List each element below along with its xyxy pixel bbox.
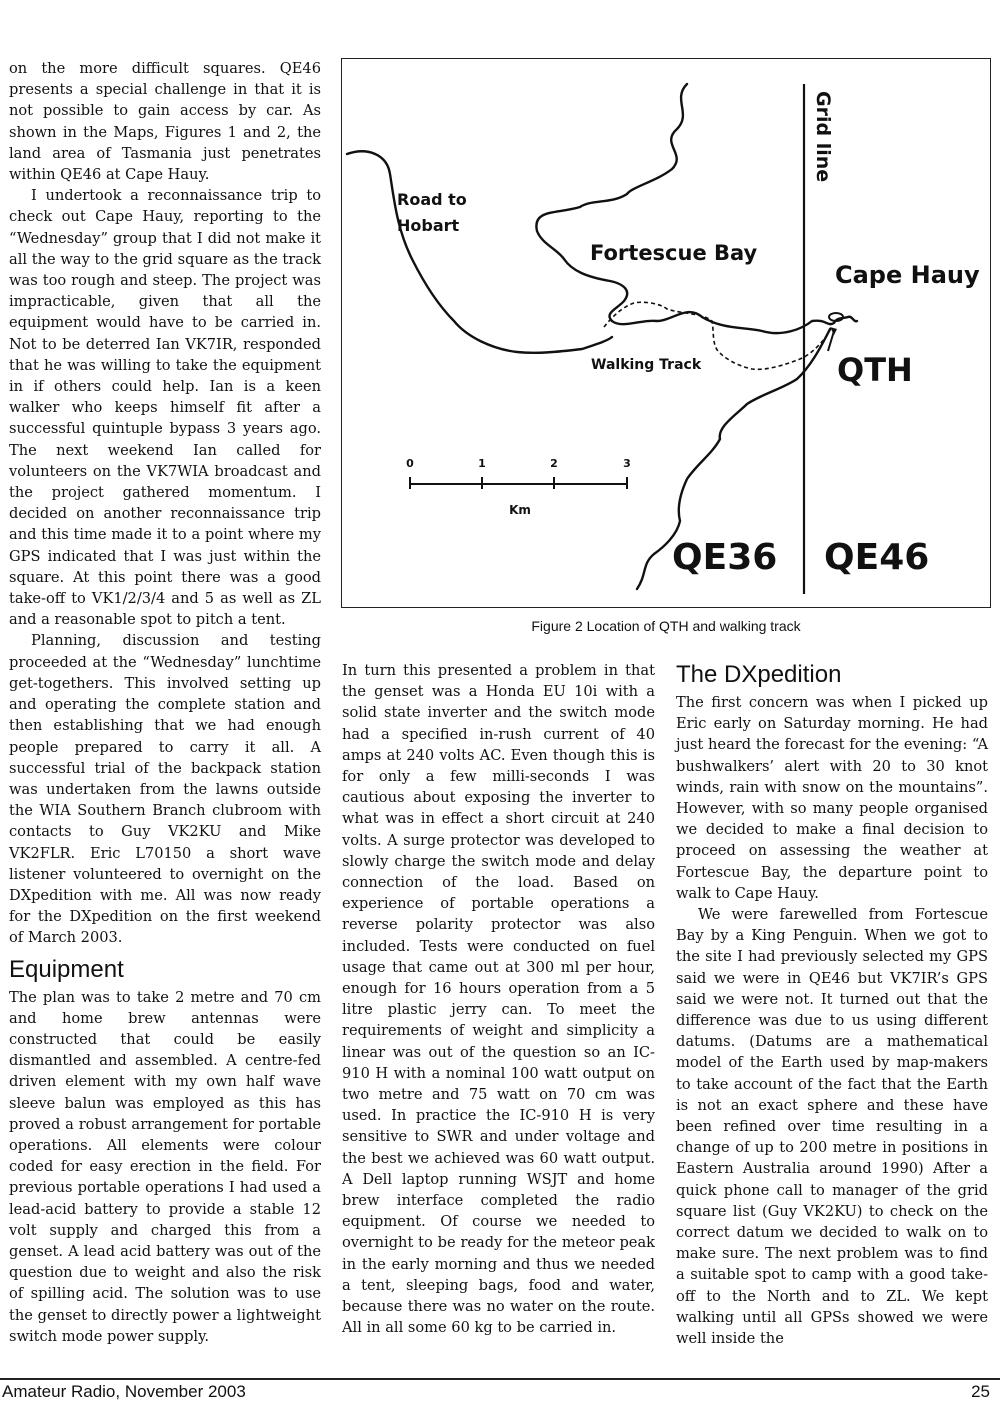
column-1 [9,58,321,1347]
scale-tick-0: 0 [406,457,414,470]
road-to-hobart [347,151,612,352]
col3-paragraph-2: We were farewelled from Fortescue Bay by a King Penguin. When we got to the site I had previously selected my GPS said we were in QE46 but VK7IR’s GPS said we were not. It turned out that the difference was due to us using different datums. (Datums are a mathematical model of the Earth used by map-makers to take account of the fact that the Earth is not an exact sphere and these have been refined over time resulting in a change of up to 200 metre in positions in Eastern Australia around 1990) After a quick phone call to manager of the grid square list (Guy VK2KU) to check on the correct datum we decided to walk on to make sure. The next problem was to find a suitable spot to camp with a good take-off to the North and to ZL. We kept walking until all GPSs showed we were well inside the [676,906,988,1348]
location-map [342,59,992,609]
scale-bar [410,477,627,489]
col1-paragraph-4: The plan was to take 2 metre and 70 cm and home brew antennas were constructed that could be easily dismantled and assembled. A centre-fed driven element with my own half wave sleeve balun was employed as this has proved a robust arrangement for portable operations. All elements were colour coded for easy erection in the field. For previous portable operations I had used a lead-acid battery to provide a stable 12 volt supply and charged this from a genset. A lead acid battery was out of the question due to weight and also the risk of spilling acid. The solution was to use the genset to directly power a lightweight switch mode power supply. [9,988,321,1345]
footer-publication: Amateur Radio, November 2003 [2,1382,246,1401]
figure-caption: Figure 2 Location of QTH and walking track [531,618,801,634]
page-number: 25 [971,1382,990,1401]
scale-tick-3: 3 [623,457,631,470]
road-label-line1: Road to [397,190,467,209]
qe36-label: QE36 [672,537,778,578]
qth-arrow [828,331,834,351]
column-2 [342,660,655,1339]
qth-arrow-head [830,327,837,335]
col3-paragraph-1: The first concern was when I picked up Eric early on Saturday morning. He had just heard the forecast for the evening: “A bushwalkers’ alert with 20 to 30 knot winds, rain with snow on the mountains”. However, with so many people organised we decided to make a final decision to proceed on assessing the weather at Fortescue Bay, the departure point to walk to Cape Hauy. [676,694,988,902]
scale-tick-1: 1 [478,457,486,470]
location-map-figure [341,58,991,608]
cape-hauy-label: Cape Hauy [835,261,980,289]
qe46-label: QE46 [824,537,930,578]
road-label-line2: Hobart [397,216,460,235]
bay-coastline [612,312,857,333]
col2-paragraph-1: In turn this presented a problem in that the genset was a Honda EU 10i with a solid state inverter and the switch mode had a specified in-rush current of 40 amps at 240 volts AC. Even though this is for only a few milli-seconds I was cautious about exposing the inverter to what was in effect a short circuit at 240 volts. A surge protector was developed to slowly charge the switch mode and delay connection of the load. Based on experience of portable operations a reverse polarity protector was also included. Tests were conducted on fuel usage that came out at 300 ml per hour, enough for 16 hours operation from a 5 litre plastic jerry can. To meet the requirements of weight and simplicity a linear was out of the question so an IC-910 H with a nominal 100 watt output on two metre and 75 watt on 70 cm was used. In practice the IC-910 H is very sensitive to SWR and under voltage and the best we achieved was 60 watt output. A Dell laptop running WSJT and home brew interface completed the radio equipment. Of course we needed to overnight to be ready for the meteor peak in the early morning and thus we needed a tent, sleeping bags, food and water, because there was no water on the route. All in all some 60 kg to be carried in. [342,662,655,1337]
col1-paragraph-3: Planning, discussion and testing proceeded at the “Wednesday” lunchtime get-togethers. This involved setting up and operating the complete station and then establishing that we had enough people prepared to carry it all. A successful trial of the backpack station was undertaken from the lawns outside the WIA Southern Branch clubroom with contacts to Guy VK2KU and Mike VK2FLR. Eric L70150 a short wave listener volunteered to overnight on the DXpedition with me. All was now ready for the DXpedition on the first weekend of March 2003. [9,632,321,947]
dxpedition-heading: The DXpedition [676,661,842,688]
scale-unit: Km [509,503,531,517]
fortescue-bay-label: Fortescue Bay [590,241,758,265]
column-3 [676,660,988,1349]
equipment-heading: Equipment [9,955,124,983]
col1-paragraph-1: on the more difficult squares. QE46 presents a special challenge in that it is not possible to gain access by car. As shown in the Maps, Figures 1 and 2, the land area of Tasmania just penetrates within QE46 at Cape Hauy. [9,60,321,184]
col1-paragraph-2: I undertook a reconnaissance trip to check out Cape Hauy, reporting to the “Wednesday” group that I did not make it all the way to the grid square as the track was too rough and steep. The project was impracticable, given that all the equipment would have to be carried in. Not to be deterred Ian VK7IR, responded that he was willing to take the equipment in if others could help. Ian is a keen walker who keeps himself fit after a successful quintuple bypass 3 years ago. The next weekend Ian called for volunteers on the VK7WIA broadcast and the project gathered momentum. I decided on another reconnaissance trip and this time made it to a point where my GPS indicated that I was just within the square. At this point there was a good take-off to VK1/2/3/4 and 5 as well as ZL and a reasonable spot to pitch a tent. [9,187,321,629]
walking-track-label: Walking Track [591,357,702,373]
grid-line-label: Grid line [812,91,834,183]
scale-tick-2: 2 [550,457,558,470]
northern-coastline [536,84,687,321]
footer-rule [0,1378,1000,1380]
qth-label: QTH [837,351,913,389]
